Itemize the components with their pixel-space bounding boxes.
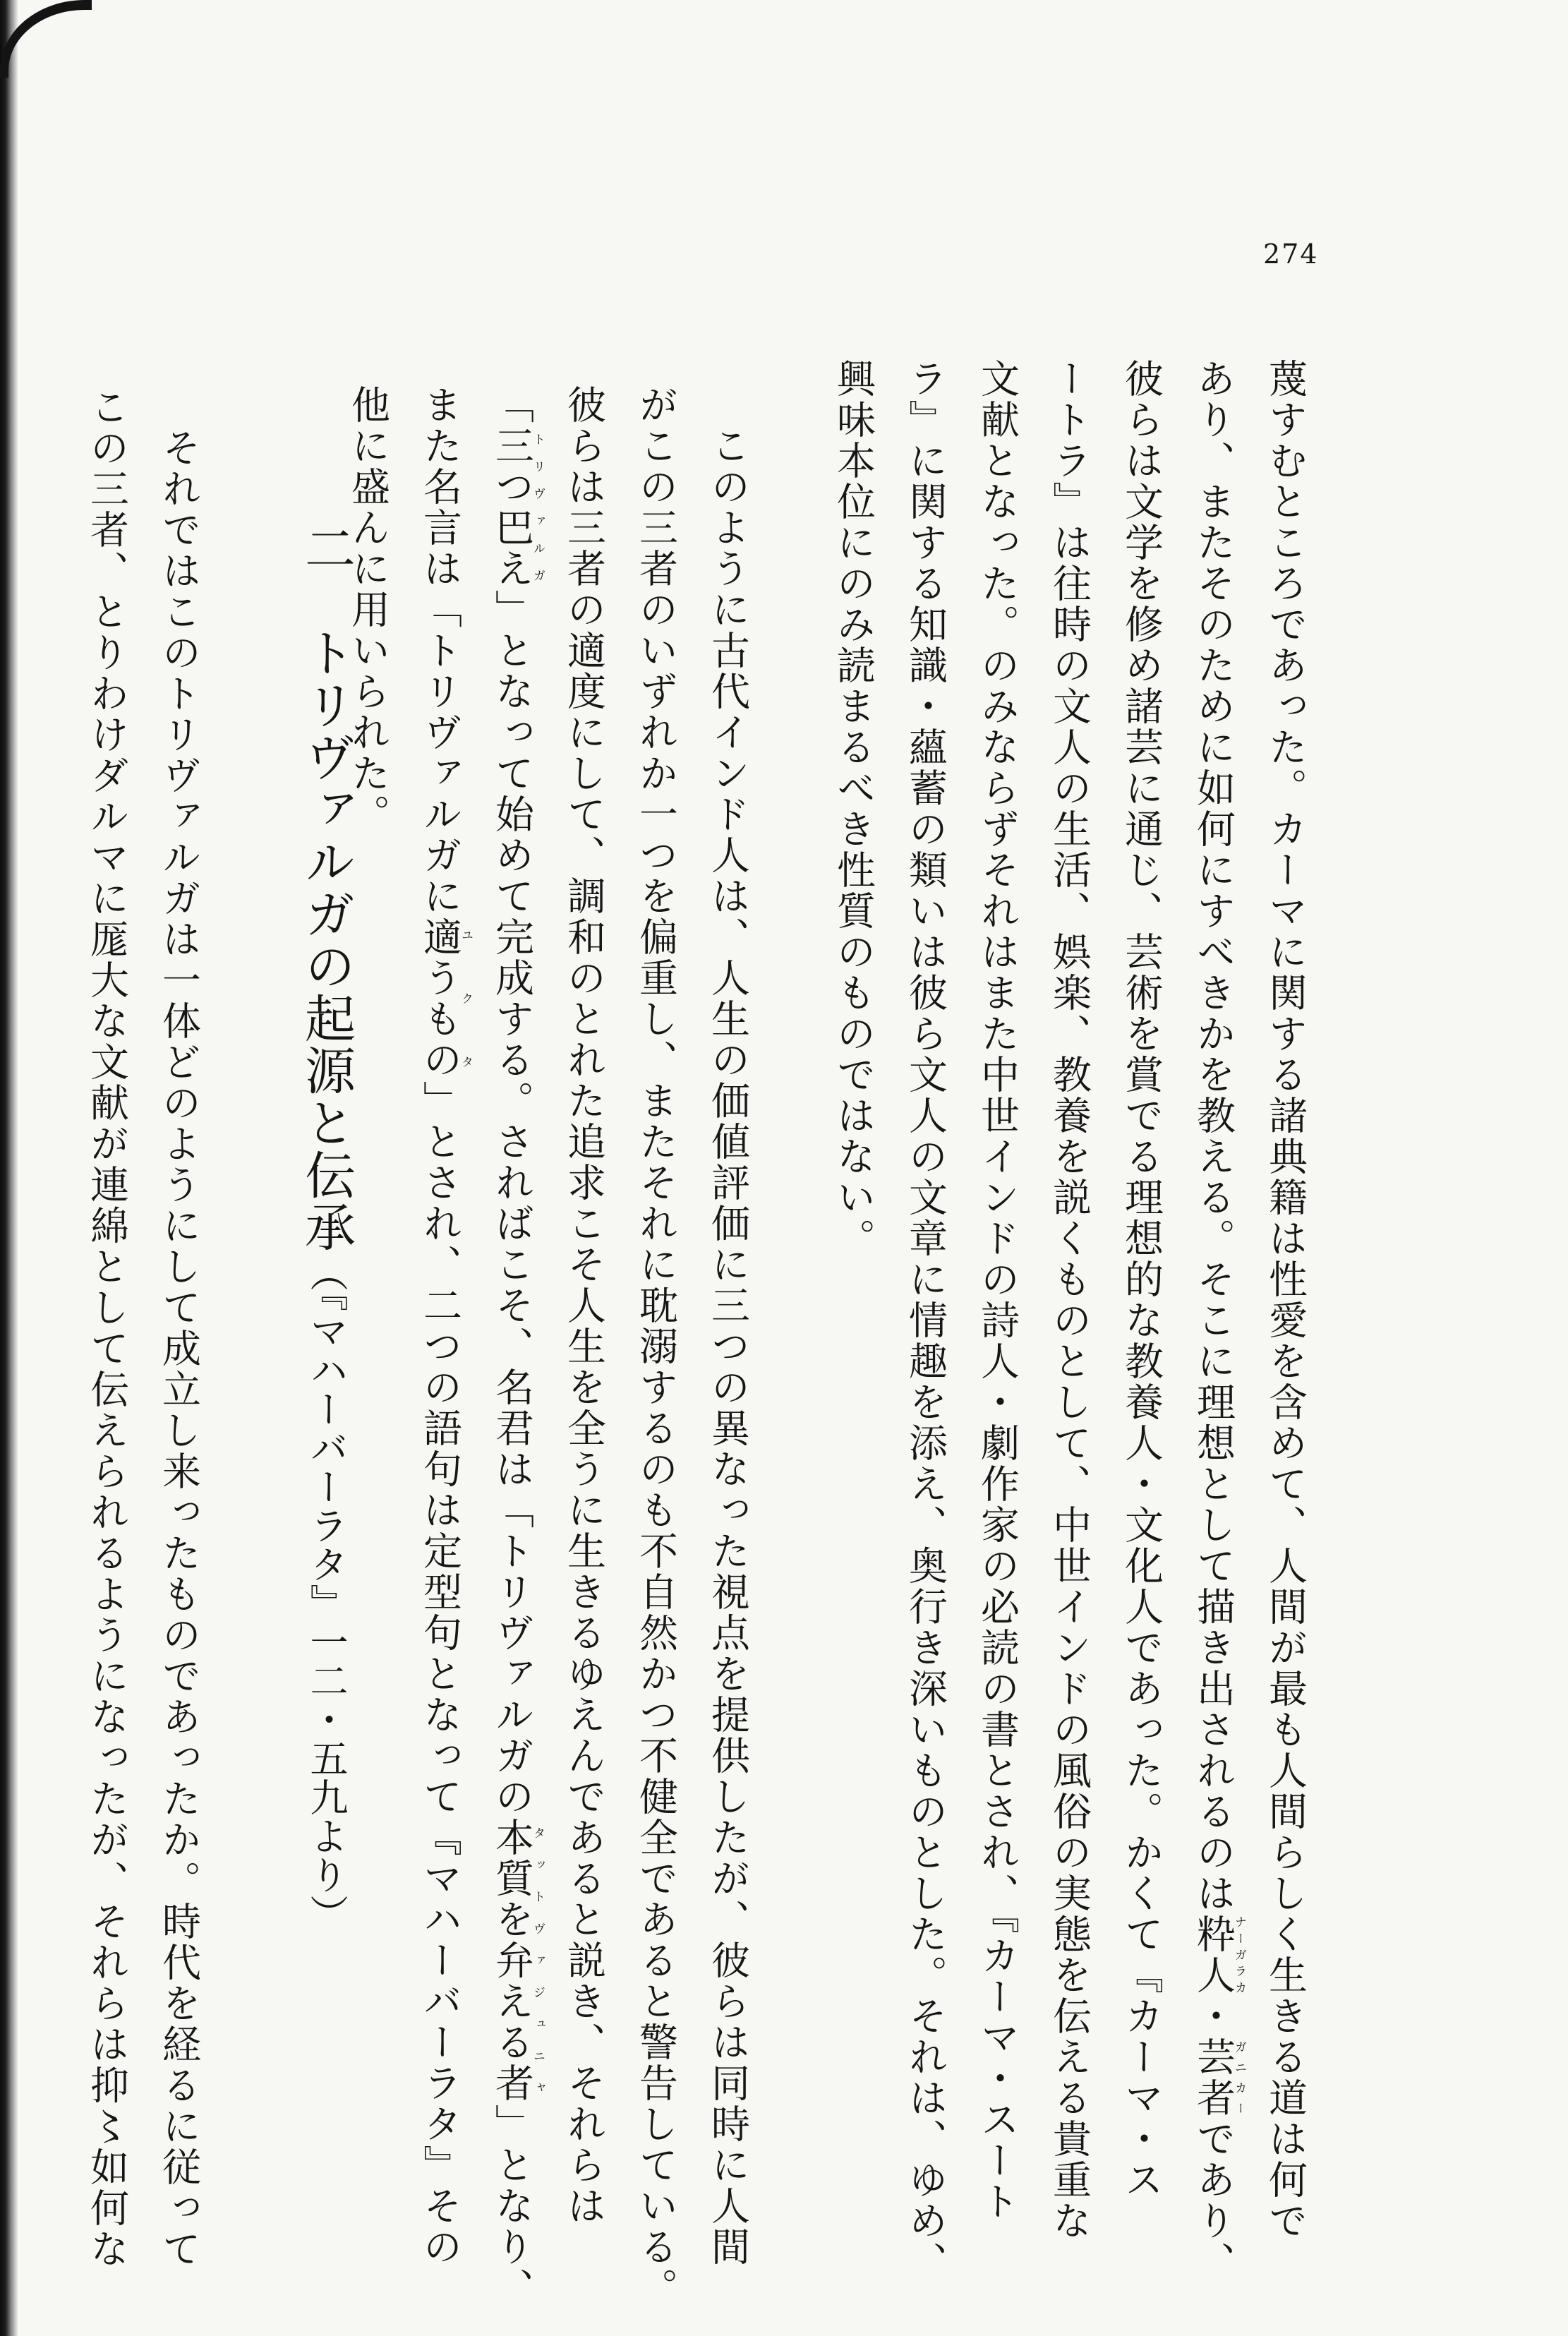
text-line: また名言は「トリヴァルガに適うものユクタ」とされ、二つの語句は定型句となって『マハーバーラタ』その: [417, 385, 473, 2268]
section-number: 二: [296, 522, 356, 574]
text-line: 興味本位にのみ読まるべき性質のものではない。: [831, 359, 876, 1259]
page-number: 274: [1263, 239, 1319, 270]
paragraph-trivarga-balance: [332, 385, 764, 2308]
section-source: （『マハーバーラタ』一二・五九より）: [304, 1253, 349, 1933]
text-line: この三者、とりわけダルマに厖大な文献が連綿として伝えられるようになったが、それらは抑〻如何な: [84, 387, 129, 2270]
text-line: 彼らは文学を修め諸芸に通じ、芸術を賞でる理想的な教養人・文化人であった。かくて『カーマ・ス: [1118, 359, 1164, 2200]
ruby-annotation: 本質を弁える者タットヴァジュニャ: [489, 1817, 545, 2104]
text-line: ラ』に関する知識・蘊蓄の類いは彼ら文人の文章に情趣を添え、奥行き深いものとした。それは、ゆめ、: [903, 359, 948, 2282]
binding-shadow: [0, 0, 18, 2336]
text-line: このように古代インド人は、人生の価値評価に三つの異なった視点を提供したが、彼らは同時に人間: [705, 385, 750, 2268]
text-line: 彼らは三者の適度にして、調和のとれた追求こそ人生を全うに生きるゆえんであると説き、それらは: [561, 385, 606, 2227]
text-line: 「三つ巴えトリヴァルガ」となって始めて完成する。さればこそ、名君は「トリヴァルガの本質を弁える者タットヴァジュニャ」となり、: [489, 385, 545, 2308]
text-line: それではこのトリヴァルガは一体どのようにして成立し来ったものであったか。時代を経るに従って: [156, 387, 201, 2270]
text-line: がこの三者のいずれか一つを偏重し、またそれに耽溺するのも不自然かつ不健全であると警告している。: [633, 385, 678, 2308]
text-line: ートラ』は往時の文人の生活、娯楽、教養を説くものとして、中世インドの風俗の実態を伝える貴重な: [1047, 359, 1092, 2241]
ruby-annotation: 芸者ガニカー: [1190, 2037, 1246, 2119]
text-line: 文献となった。のみならずそれはまた中世インドの詩人・劇作家の必読の書とされ、『カーマ・スート: [975, 359, 1020, 2222]
paragraph-kama-texts: [817, 359, 1321, 2282]
text-line: あり、またそのために如何にすべきかを教える。そこに理想として描き出されるのは粋人ナーガラカ・芸者ガニカーであり、: [1190, 359, 1246, 2282]
text-line: 蔑すむところであった。カーマに関する諸典籍は性愛を含めて、人間が最も人間らしく生きる道は何で: [1262, 359, 1308, 2241]
text-line: 他に盛んに用いられた。: [345, 385, 390, 835]
section-title: トリヴァルガの起源と伝承: [296, 627, 356, 1253]
paragraph-origin: [71, 387, 215, 2270]
ruby-annotation: 三つ巴えトリヴァルガ: [489, 426, 545, 589]
ruby-annotation: 粋人ナーガラカ: [1190, 1914, 1246, 1996]
ruby-annotation: 適うものユクタ: [417, 917, 473, 1080]
section-heading: [294, 522, 358, 1933]
